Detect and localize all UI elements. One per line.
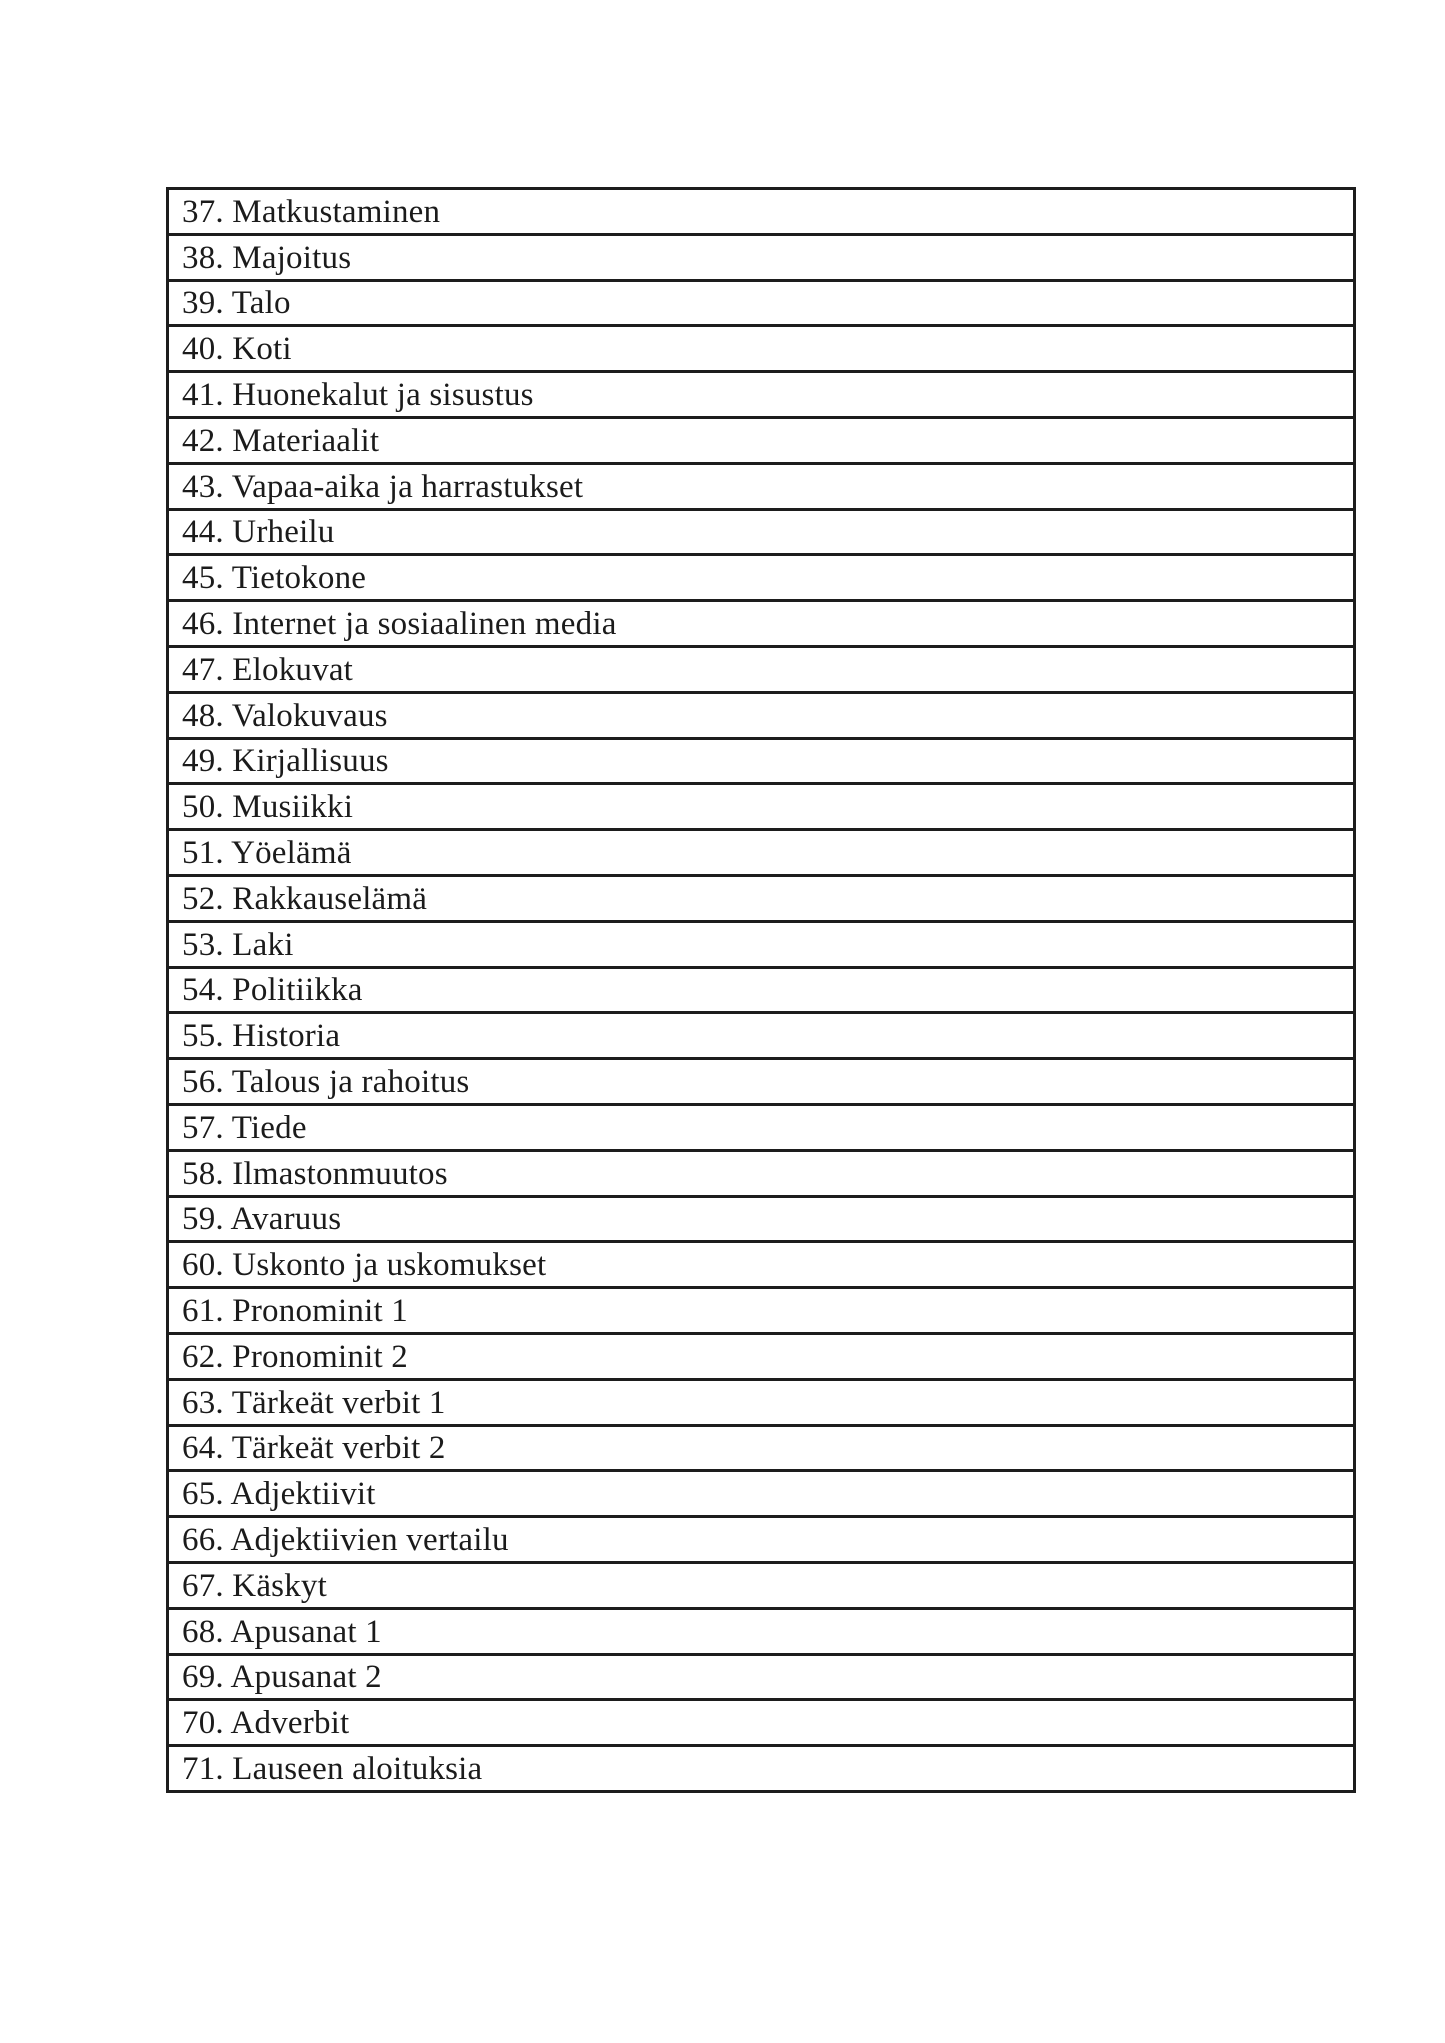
toc-entry: 68. Apusanat 1 <box>182 1613 382 1650</box>
toc-entry: 69. Apusanat 2 <box>182 1659 382 1696</box>
table-row <box>169 1610 1353 1656</box>
table-row <box>169 1243 1353 1289</box>
table-row <box>169 1472 1353 1518</box>
toc-entry: 40. Koti <box>182 331 292 368</box>
table-row <box>169 1198 1353 1244</box>
table-row <box>169 1381 1353 1427</box>
toc-entry: 41. Huonekalut ja sisustus <box>182 377 534 414</box>
table-row <box>169 1747 1353 1790</box>
table-row <box>169 694 1353 740</box>
toc-entry: 39. Talo <box>182 285 291 322</box>
toc-entry: 44. Urheilu <box>182 514 335 551</box>
table-row <box>169 1335 1353 1381</box>
toc-entry: 45. Tietokone <box>182 560 367 597</box>
table-row <box>169 877 1353 923</box>
table-row <box>169 1106 1353 1152</box>
table-row <box>169 1152 1353 1198</box>
toc-entry: 62. Pronominit 2 <box>182 1338 408 1375</box>
table-row <box>169 1656 1353 1702</box>
table-row <box>169 327 1353 373</box>
table-row <box>169 785 1353 831</box>
toc-entry: 52. Rakkauselämä <box>182 880 428 917</box>
toc-entry: 38. Majoitus <box>182 239 352 276</box>
toc-entry: 37. Matkustaminen <box>182 193 441 230</box>
toc-entry: 59. Avaruus <box>182 1201 342 1238</box>
table-row <box>169 1518 1353 1564</box>
table-row <box>169 1060 1353 1106</box>
toc-entry: 46. Internet ja sosiaalinen media <box>182 606 617 643</box>
table-row <box>169 1014 1353 1060</box>
table-row <box>169 740 1353 786</box>
toc-entry: 43. Vapaa-aika ja harrastukset <box>182 468 584 505</box>
toc-entry: 60. Uskonto ja uskomukset <box>182 1247 547 1284</box>
table-row <box>169 511 1353 557</box>
table-row <box>169 923 1353 969</box>
table-row <box>169 419 1353 465</box>
toc-table <box>166 187 1356 1793</box>
toc-entry: 53. Laki <box>182 926 294 963</box>
toc-entry: 71. Lauseen aloituksia <box>182 1750 483 1787</box>
table-row <box>169 190 1353 236</box>
table-row <box>169 1701 1353 1747</box>
toc-entry: 61. Pronominit 1 <box>182 1293 408 1330</box>
toc-entry: 51. Yöelämä <box>182 835 352 872</box>
toc-entry: 55. Historia <box>182 1018 341 1055</box>
toc-entry: 47. Elokuvat <box>182 651 354 688</box>
toc-entry: 49. Kirjallisuus <box>182 743 389 780</box>
table-row <box>169 648 1353 694</box>
toc-entry: 54. Politiikka <box>182 972 363 1009</box>
table-row <box>169 1289 1353 1335</box>
toc-entry: 48. Valokuvaus <box>182 697 388 734</box>
toc-entry: 70. Adverbit <box>182 1705 350 1742</box>
toc-entry: 57. Tiede <box>182 1109 307 1146</box>
table-row <box>169 969 1353 1015</box>
toc-entry: 58. Ilmastonmuutos <box>182 1155 448 1192</box>
table-row <box>169 556 1353 602</box>
table-row <box>169 373 1353 419</box>
toc-entry: 42. Materiaalit <box>182 422 380 459</box>
toc-entry: 67. Käskyt <box>182 1567 327 1604</box>
toc-entry: 63. Tärkeät verbit 1 <box>182 1384 446 1421</box>
toc-entry: 64. Tärkeät verbit 2 <box>182 1430 446 1467</box>
table-row <box>169 465 1353 511</box>
table-row <box>169 602 1353 648</box>
table-row <box>169 236 1353 282</box>
table-row <box>169 1564 1353 1610</box>
toc-entry: 50. Musiikki <box>182 789 354 826</box>
toc-entry: 66. Adjektiivien vertailu <box>182 1522 509 1558</box>
table-row <box>169 1427 1353 1473</box>
table-row <box>169 831 1353 877</box>
table-row <box>169 282 1353 328</box>
toc-entry: 56. Talous ja rahoitus <box>182 1064 470 1101</box>
toc-entry: 65. Adjektiivit <box>182 1476 376 1513</box>
